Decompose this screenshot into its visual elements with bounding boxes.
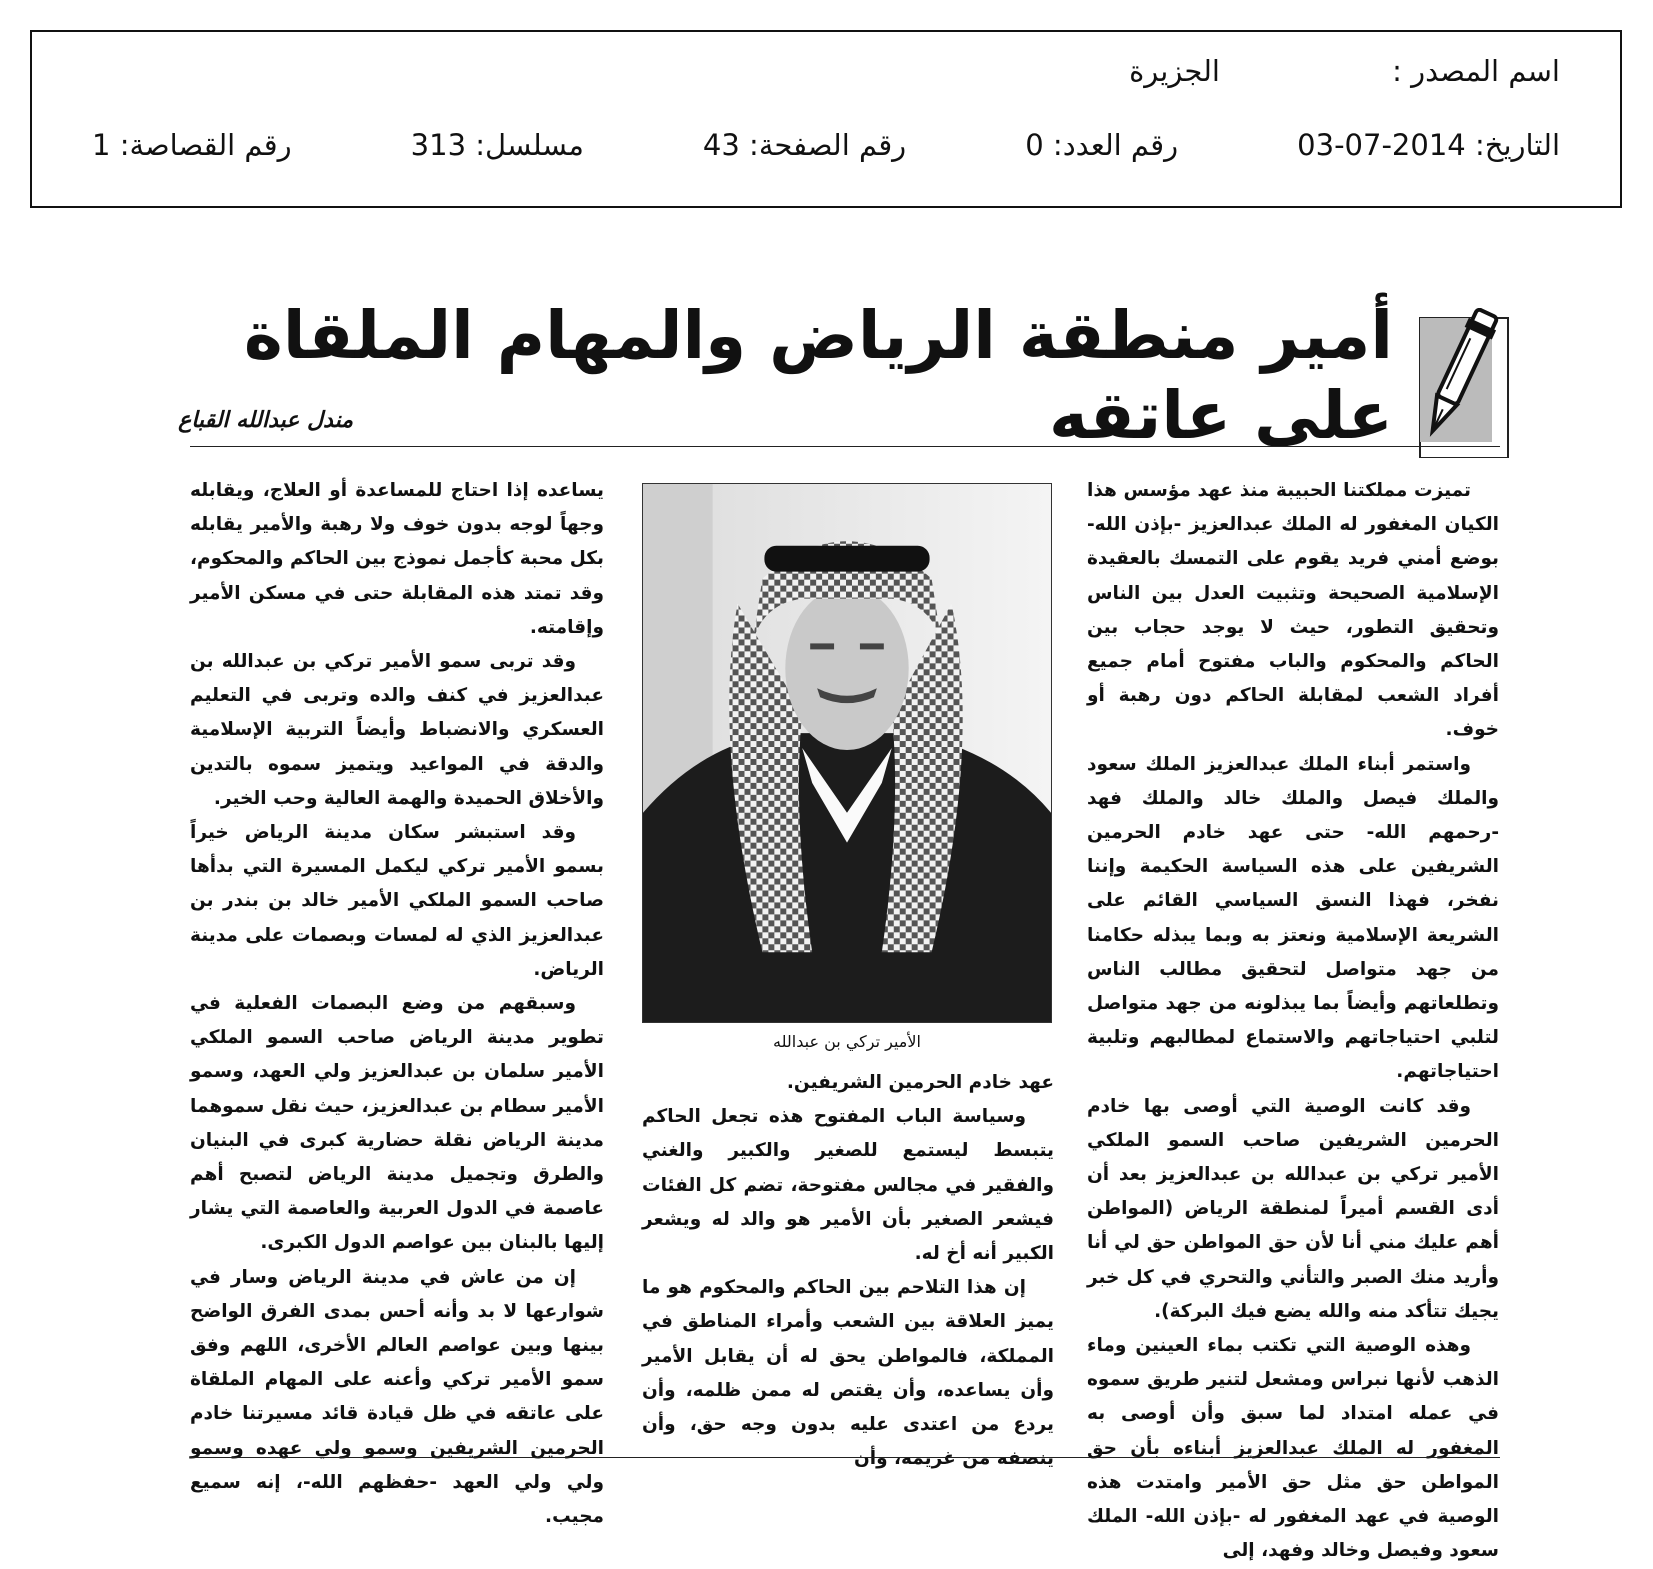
paragraph: وهذه الوصية التي تكتب بماء العينين وماء الذهب لأنها نبراس ومشعل لتنير طريق سموه في عمله امتداد لما سبق وأن أوصى به المغفور له الملك عبدالعزيز أبناءه بأن حق المواطن حق مثل حق الأمير وامتدت هذه الوصية في عهد المغفور له -بإذن الله- الملك سعود وفيصل وخالد وفهد، إلى xyxy=(1087,1335,1499,1562)
source-metadata-box xyxy=(30,30,1622,208)
issue-info-row xyxy=(92,128,1560,178)
pen-icon xyxy=(1400,308,1510,458)
portrait-photo xyxy=(642,483,1052,1023)
header-divider xyxy=(190,446,1500,447)
source-label: اسم المصدر : xyxy=(1392,54,1560,88)
issue-number: رقم العدد: 0 xyxy=(1025,128,1179,162)
paragraph: إن من عاش في مدينة الرياض وسار في شوارعها لا بد وأنه أحس بمدى الفرق الواضح بينها وبين عواصم العالم الأخرى، اللهم وفق سمو الأمير تركي وأعنه على المهام الملقاة على عاتقه في ظل قيادة قائد مسيرتنا خادم الحرمين الشريفين وسمو ولي عهده وسمو ولي ولي العهد -حفظهم الله-، إنه سميع مجيب. xyxy=(190,1266,604,1528)
footer-divider xyxy=(190,1457,1500,1458)
paragraph: يساعده إذا احتاج للمساعدة أو العلاج، ويقابله وجهاً لوجه بدون خوف ولا رهبة والأمير يقابله بكل محبة كأجمل نموذج بين الحاكم والمحكوم، وقد تمتد هذه المقابلة حتى في مسكن الأمير وإقامته. xyxy=(190,480,604,638)
clipping-number: رقم القصاصة: 1 xyxy=(92,128,292,162)
article-column-middle xyxy=(642,1066,1054,1476)
article-headline: أمير منطقة الرياض والمهام الملقاة على عاتقه xyxy=(243,297,1393,454)
article-column-right xyxy=(1087,474,1499,1569)
portrait-illustration xyxy=(643,484,1051,1022)
paragraph: إن هذا التلاحم بين الحاكم والمحكوم هو ما يميز العلاقة بين الشعب وأمراء المناطق في المملكة، فالمواطن يحق له أن يقابل الأمير وأن يساعده، وأن يقتص له ممن ظلمه، وأن يردع من اعتدى عليه بدون وجه حق، وأن ينصفه من غريمه، وأن xyxy=(642,1277,1054,1470)
paragraph: واستمر أبناء الملك عبدالعزيز الملك سعود والملك فيصل والملك خالد والملك فهد -رحمهم الله- حتى عهد خادم الحرمين الشريفين على هذه السياسة الحكيمة وإننا نفخر، فهذا النسق السياسي القائم على الشريعة الإسلامية ونعتز به وبما يبذله حكامنا من جهد متواصل لتحقيق مطالب الناس وتطلعاتهم وأيضاً بما يبذلونه من جهد متواصل لتلبي احتياجاتهم والاستماع لمطالبهم وتلبية احتياجاتهم. xyxy=(1087,753,1499,1083)
paragraph: عهد خادم الحرمين الشريفين. xyxy=(786,1072,1054,1093)
photo-caption: الأمير تركي بن عبدالله xyxy=(773,1032,921,1051)
paragraph: وسياسة الباب المفتوح هذه تجعل الحاكم يتبسط ليستمع للصغير والكبير والغني والفقير في مجالس مفتوحة، تضم كل الفئات فيشعر الصغير بأن الأمير هو والد له ويشعر الكبير أنه أخ له. xyxy=(642,1106,1054,1265)
paragraph: وقد تربى سمو الأمير تركي بن عبدالله بن عبدالعزيز في كنف والده وتربى في التعليم العسكري والانضباط وأيضاً التربية الإسلامية والدقة في المواعيد ويتميز سموه بالتدين والأخلاق الحميدة والهمة العالية وحب الخير. xyxy=(190,651,604,809)
paragraph: وقد استبشر سكان مدينة الرياض خيراً بسمو الأمير تركي ليكمل المسيرة التي بدأها صاحب السمو الملكي الأمير خالد بن بندر بن عبدالعزيز الذي له لمسات وبصمات على مدينة الرياض. xyxy=(190,822,604,980)
paragraph: وقد كانت الوصية التي أوصى بها خادم الحرمين الشريفين صاحب السمو الملكي الأمير تركي بن عبدالله بن عبدالعزيز بعد أن أدى القسم أميراً لمنطقة الرياض (المواطن أهم عليك مني أنا لأن حق المواطن حق لي أنا وأريد منك الصبر والتأني والتحري في كل خبر يجيك تتأكد منه والله يضع فيك البركة). xyxy=(1087,1095,1499,1322)
paragraph: وسبقهم من وضع البصمات الفعلية في تطوير مدينة الرياض صاحب السمو الملكي الأمير سلمان بن عبدالعزيز ولي العهد، وسمو الأمير سطام بن عبدالعزيز، حيث نقل سموهما مدينة الرياض نقلة حضارية كبرى في البنيان والطرق وتجميل مدينة الرياض لتصبح أهم عاصمة في الدول العربية والعاصمة التي يشار إليها بالبنان بين عواصم الدول الكبرى. xyxy=(190,993,604,1254)
source-row xyxy=(92,54,1560,104)
serial-number: مسلسل: 313 xyxy=(410,128,584,162)
paragraph: تميزت مملكتنا الحبيبة منذ عهد مؤسس هذا الكيان المغفور له الملك عبدالعزيز -بإذن الله- بوضع أمني فريد يقوم على التمسك بالعقيدة الإسلامية الصحيحة وتثبيت العدل بين الناس وتحقيق التطور، حيث لا يوجد حجاب بين الحاكم والمحكوم والباب مفتوح أمام جميع أفراد الشعب لمقابلة الحاكم دون رهبة أو خوف. xyxy=(1087,480,1499,741)
page-number: رقم الصفحة: 43 xyxy=(702,128,907,162)
issue-date: التاريخ: 2014-07-03 xyxy=(1297,128,1560,162)
author-byline: مندل عبدالله القباع xyxy=(178,408,353,433)
article-column-left xyxy=(190,474,604,1534)
source-name: الجزيرة xyxy=(1129,54,1220,88)
